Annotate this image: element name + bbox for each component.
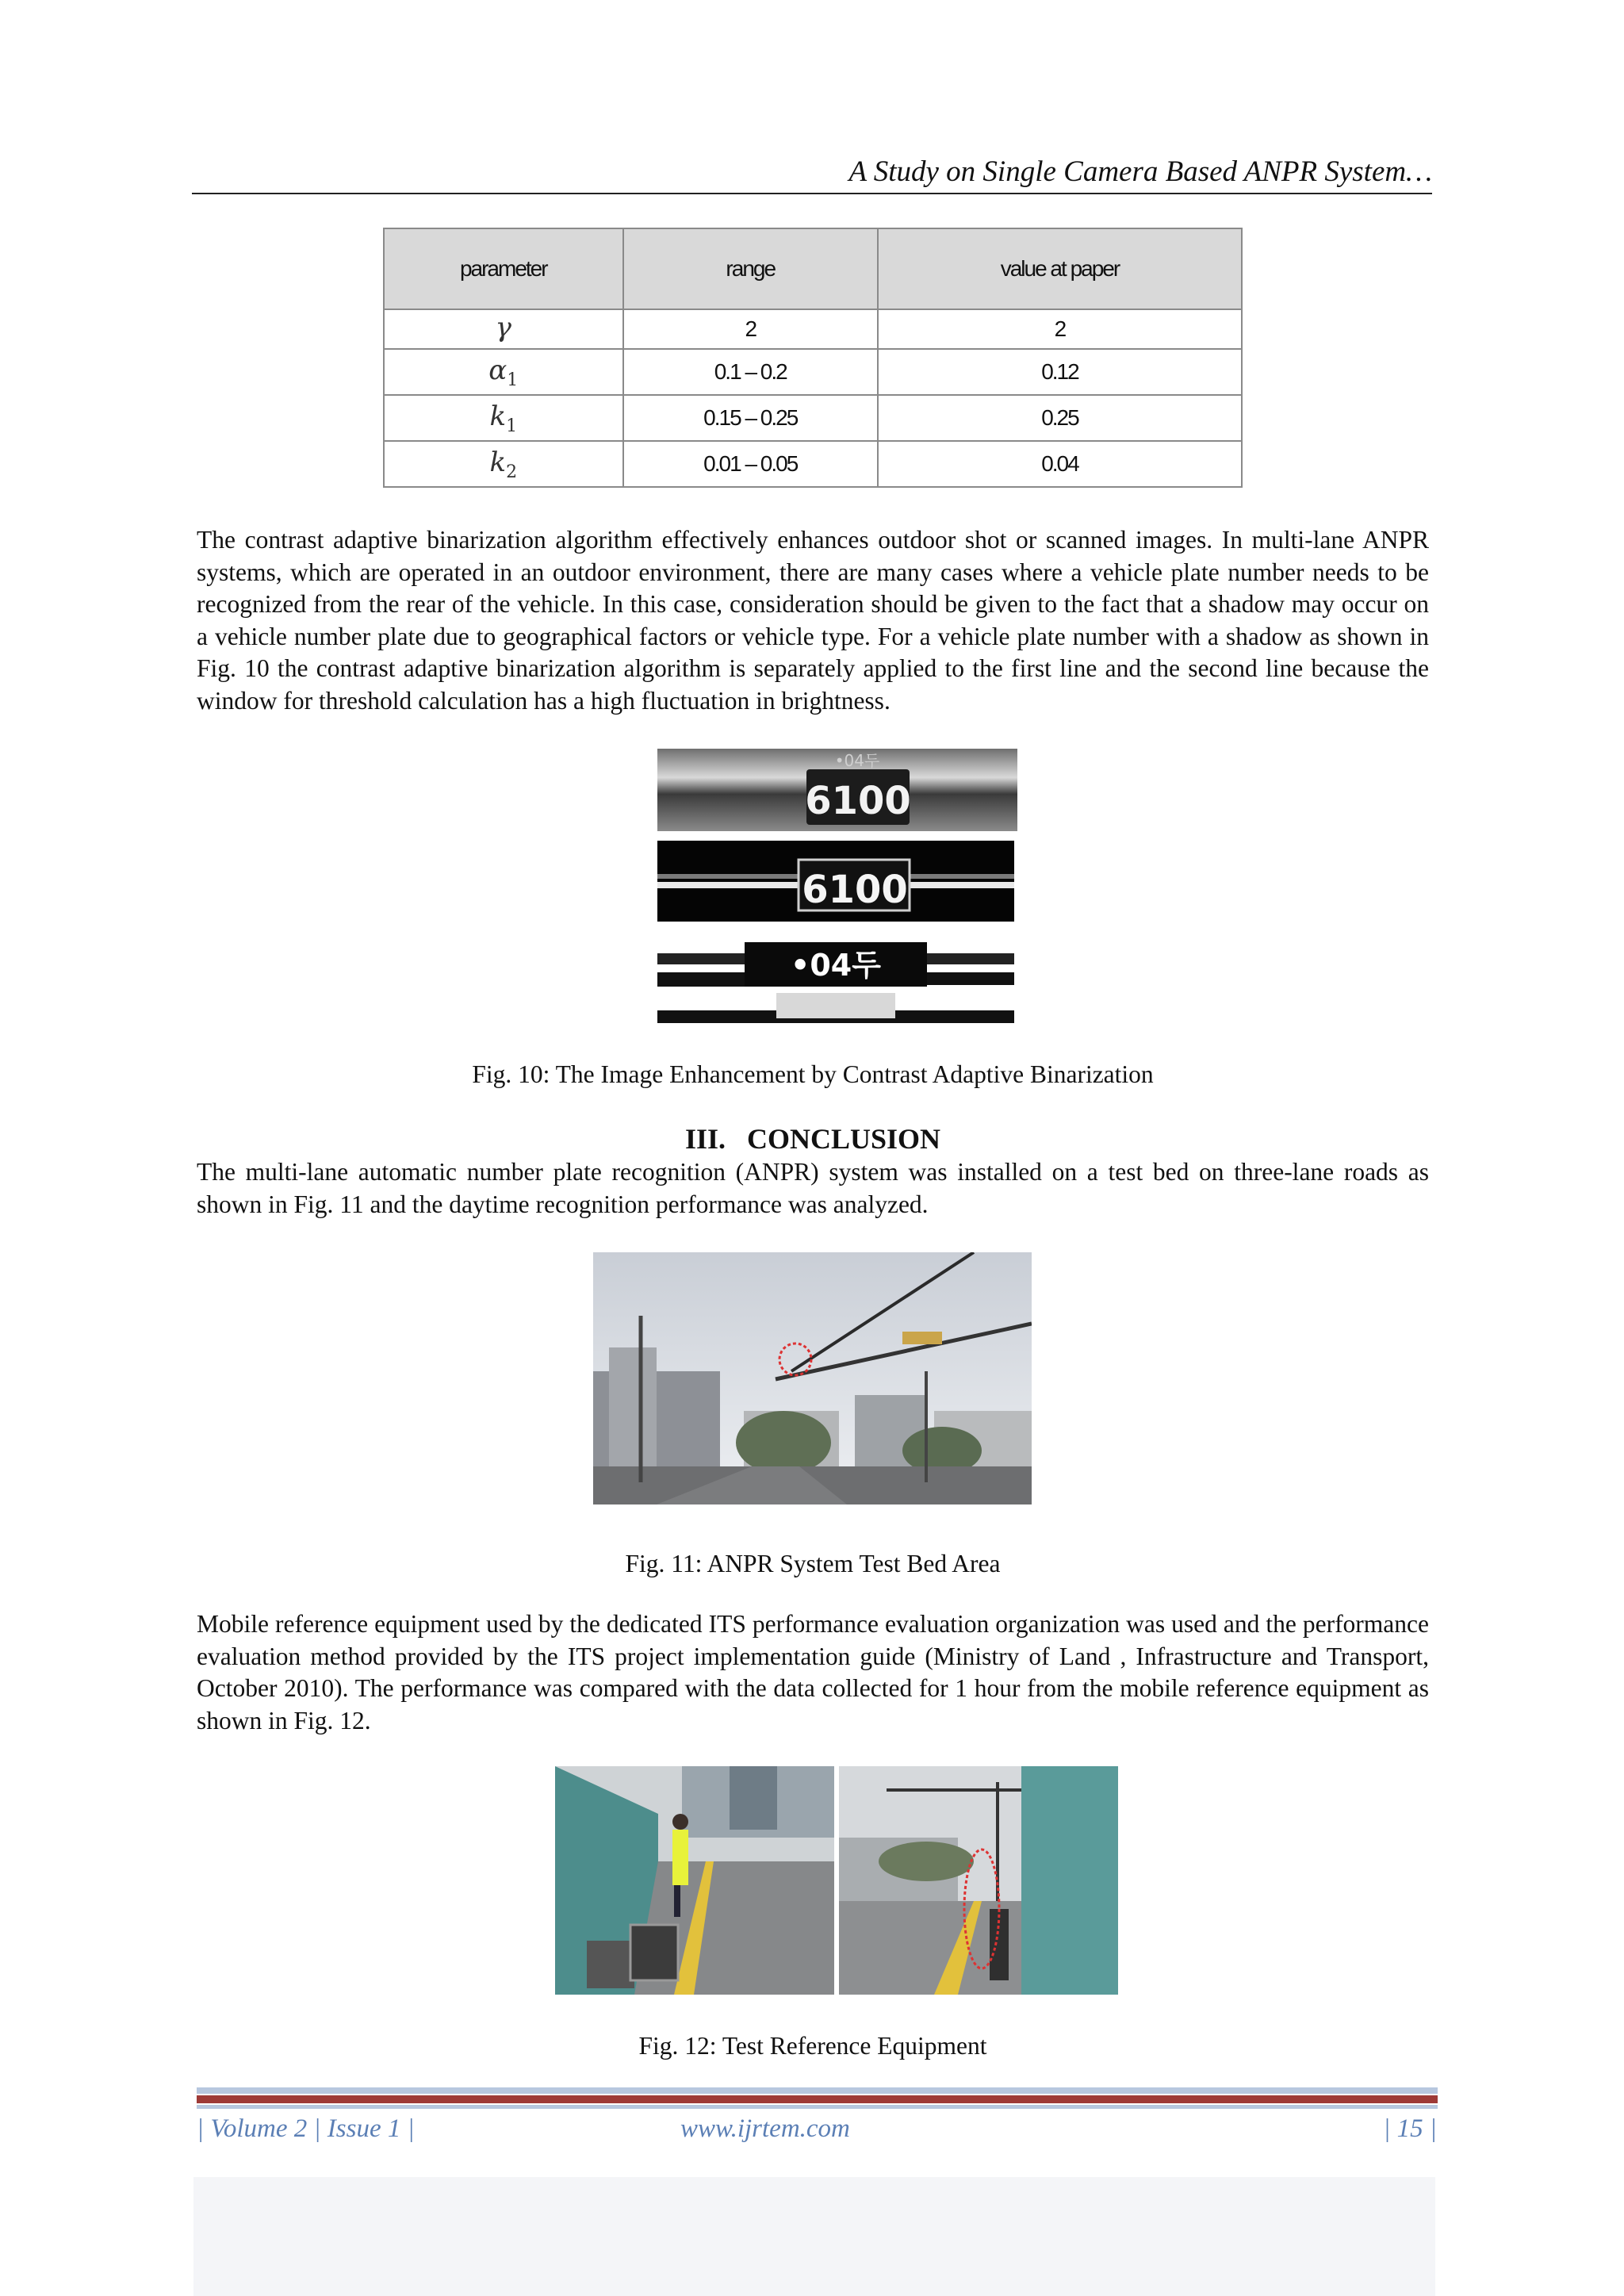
- value-cell: 0.04: [878, 441, 1242, 487]
- fig10-caption: Fig. 10: The Image Enhancement by Contrast Adaptive Binarization: [472, 1060, 1154, 1088]
- table-row: [384, 441, 1242, 487]
- footer-website-link[interactable]: www.ijrtem.com: [680, 2114, 850, 2143]
- body-paragraph-binarization: The contrast adaptive binarization algorithm effectively enhances outdoor shot or scanned images. In multi-lane ANPR systems, which are operated in an outdoor environment, there are many cases where a vehicle plate number needs to be recognized from the rear of the vehicle. In this case, consideration should be given to the fact that a shadow may occur on a vehicle number plate due to geographical factors or vehicle type. For a vehicle plate number with a shadow as shown in Fig. 10 the contrast adaptive binarization algorithm is separately applied to the first line and the second line because the window for threshold calculation has a high fluctuation in brightness.: [197, 526, 1429, 715]
- body-paragraph-conclusion: The multi-lane automatic number plate recognition (ANPR) system was installed on a test bed on three-lane roads as shown in Fig. 11 and the daytime recognition performance was analyzed.: [197, 1158, 1429, 1218]
- fig11-test-bed-photo: [593, 1252, 1032, 1504]
- value-cell: 0.12: [878, 349, 1242, 395]
- parameter-table: [383, 228, 1243, 488]
- parameter-symbol: [489, 400, 518, 436]
- table-header-row: [384, 228, 1242, 309]
- symbol-letter: α: [488, 354, 508, 386]
- bottom-scan-band: [193, 2177, 1435, 2296]
- value-cell: 2: [878, 309, 1242, 349]
- symbol-subscript: 1: [507, 370, 519, 390]
- symbol-letter: k: [489, 400, 507, 432]
- section-heading: [193, 1121, 1432, 1156]
- plate-top-text: •04두: [791, 948, 881, 983]
- footer-rule-light-top: [197, 2087, 1438, 2094]
- plate-number: 6100: [805, 779, 911, 823]
- table-row: [384, 349, 1242, 395]
- plate-number: 6100: [802, 868, 908, 912]
- fig12-photo-left: [555, 1766, 834, 1995]
- symbol-subscript: 1: [506, 416, 518, 436]
- range-cell: 0.1 – 0.2: [623, 349, 878, 395]
- column-header-parameter: parameter: [384, 228, 623, 309]
- footer-page-number: | 15 |: [1383, 2114, 1437, 2143]
- column-header-range: range: [623, 228, 878, 309]
- parameter-symbol: [496, 312, 511, 343]
- fig11-caption: Fig. 11: ANPR System Test Bed Area: [625, 1550, 1001, 1577]
- symbol-letter: γ: [495, 311, 511, 343]
- footer-rule-dark: [197, 2095, 1438, 2103]
- table-row: [384, 395, 1242, 441]
- range-cell: 2: [623, 309, 878, 349]
- parameter-symbol-cell: [384, 309, 623, 349]
- section-title: CONCLUSION: [746, 1123, 941, 1155]
- fig10-plate-original: [657, 749, 1017, 831]
- body-paragraph-evaluation: Mobile reference equipment used by the dedicated ITS performance evaluation organization was used and the performance evaluation method provided by the ITS project implementation guide (Ministry of Land , Infrastructure and Transport, October 2010). The performance was compared with the data collected for 1 hour from the mobile reference equipment as shown in Fig. 12.: [197, 1610, 1429, 1734]
- fig12-photo-right: [839, 1766, 1118, 1995]
- column-header-value: value at paper: [878, 228, 1242, 309]
- header-rule: [192, 193, 1432, 194]
- footer-rule-light-bottom: [197, 2105, 1438, 2109]
- fig10-plate-binarized: [657, 937, 1014, 1023]
- fig12-caption: Fig. 12: Test Reference Equipment: [638, 2032, 987, 2060]
- section-number: III.: [684, 1123, 726, 1155]
- plate-top-text: •04두: [834, 751, 880, 770]
- running-header-title: A Study on Single Camera Based ANPR System…: [848, 155, 1432, 188]
- range-cell: 0.15 – 0.25: [623, 395, 878, 441]
- parameter-symbol: [488, 354, 519, 390]
- symbol-letter: k: [489, 446, 507, 478]
- fig10-plate-shadowed: [657, 841, 1014, 922]
- parameter-symbol-cell: [384, 395, 623, 441]
- symbol-subscript: 2: [506, 462, 518, 482]
- parameter-symbol-cell: [384, 349, 623, 395]
- parameter-symbol: [489, 446, 518, 482]
- footer-volume-issue: | Volume 2 | Issue 1 |: [197, 2114, 415, 2143]
- parameter-symbol-cell: [384, 441, 623, 487]
- range-cell: 0.01 – 0.05: [623, 441, 878, 487]
- value-cell: 0.25: [878, 395, 1242, 441]
- table-row: [384, 309, 1242, 349]
